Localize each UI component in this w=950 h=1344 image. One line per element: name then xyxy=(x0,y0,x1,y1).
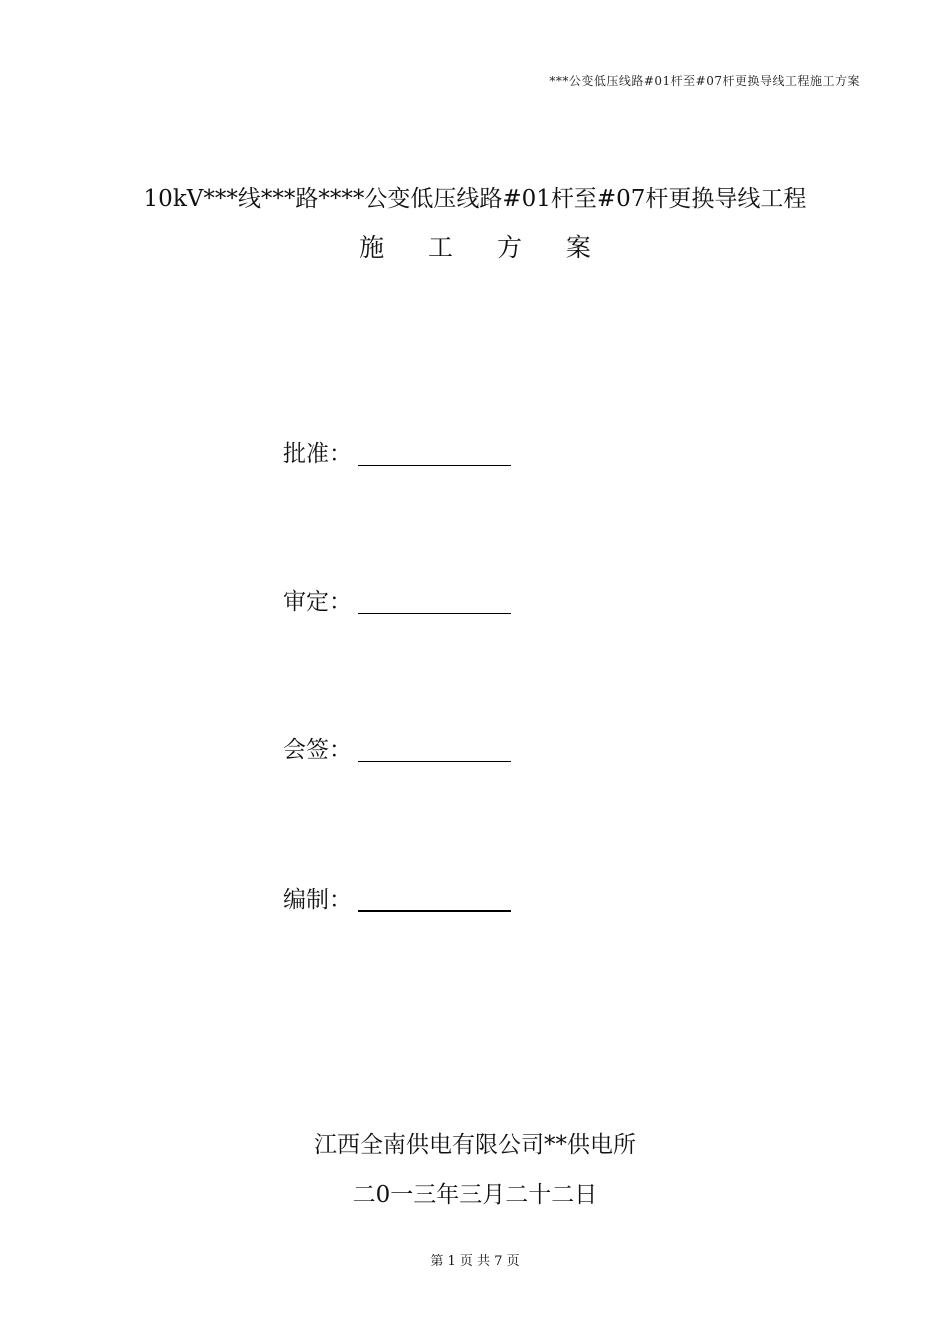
compile-label: 编制： xyxy=(283,887,352,913)
document-title: 10kV***线***路****公变低压线路#01杆至#07杆更换导线工程 xyxy=(143,186,807,212)
countersign-label: 会签： xyxy=(283,737,352,763)
approve-row xyxy=(283,430,511,470)
countersign-row xyxy=(283,726,511,766)
document-subtitle: 施 工 方 案 xyxy=(359,233,609,262)
compile-row xyxy=(283,876,511,916)
review-label: 审定： xyxy=(283,589,352,615)
organization-name: 江西全南供电有限公司**供电所 xyxy=(314,1132,636,1158)
countersign-signature-line xyxy=(358,761,511,762)
page-number: 第 1 页 共 7 页 xyxy=(430,1254,520,1269)
running-header: ***公变低压线路#01杆至#07杆更换导线工程施工方案 xyxy=(549,74,860,88)
review-row xyxy=(283,578,511,618)
approve-label: 批准： xyxy=(283,441,352,467)
approve-signature-line xyxy=(358,465,511,466)
document-date: 二0一三年三月二十二日 xyxy=(352,1182,598,1208)
compile-signature-line xyxy=(358,910,511,912)
review-signature-line xyxy=(358,613,511,614)
